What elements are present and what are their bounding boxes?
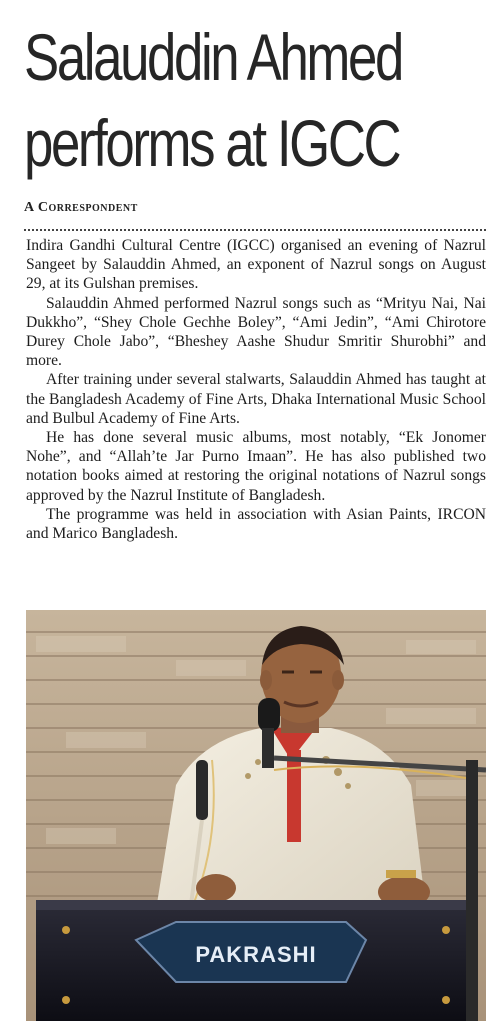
- headline: [24, 14, 402, 186]
- paragraph-4: He has done several music albums, most notably, “Ek Jonomer Nohe”, and “Allah’te Jar Purno Imaan”. He has also published two notation books aimed at restoring the original notations of Nazrul songs approved by the Nazrul Institute of Bangladesh.: [26, 429, 486, 504]
- article-body: [26, 236, 486, 543]
- headline-line-2: performs at IGCC: [24, 106, 400, 180]
- headline-line-1: Salauddin Ahmed: [24, 20, 402, 94]
- paragraph-2: Salauddin Ahmed performed Nazrul songs such as “Mrityu Nai, Nai Dukkho”, “Shey Chole Gechhe Boley”, “Ami Jedin”, “Ami Chirotore Durey Chole Jabo”, “Bheshey Aashe Shudur Smritir Shurobhi” and more.: [26, 294, 486, 370]
- performance-photo: [26, 610, 486, 1021]
- paragraph-5: The programme was held in association with Asian Paints, IRCON and Marico Bangladesh.: [26, 505, 486, 543]
- paragraph-3: After training under several stalwarts, Salauddin Ahmed has taught at the Bangladesh Academy of Fine Arts, Dhaka International Music School and Bulbul Academy of Fine Arts.: [26, 371, 486, 427]
- paragraph-1: Indira Gandhi Cultural Centre (IGCC) organised an evening of Nazrul Sangeet by Salauddin Ahmed, an exponent of Nazrul songs on August 29, at its Gulshan premises.: [26, 237, 486, 293]
- byline: A Correspondent: [24, 200, 138, 215]
- dotted-divider: [24, 229, 486, 231]
- harmonium-brand-label: PAKRASHI: [195, 942, 317, 967]
